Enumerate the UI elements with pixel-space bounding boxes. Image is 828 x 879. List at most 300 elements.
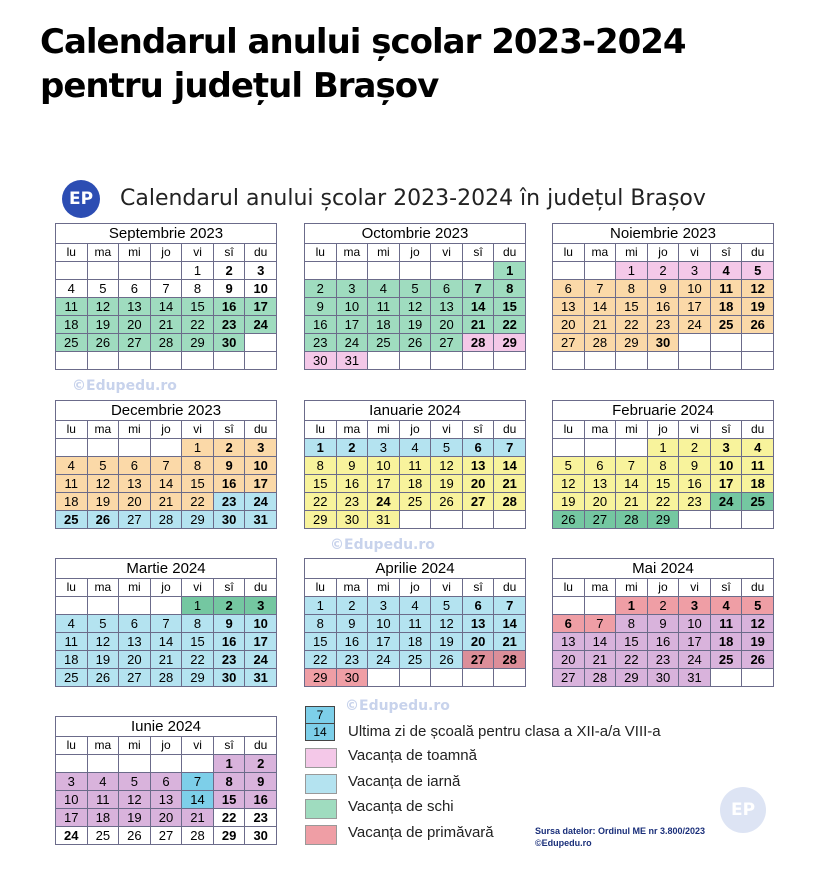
day-cell: 29: [616, 334, 648, 352]
week-row: [553, 633, 774, 651]
day-cell: 4: [87, 773, 119, 791]
day-cell: [119, 352, 151, 370]
week-row: [56, 262, 277, 280]
week-row: [56, 669, 277, 687]
day-cell: 10: [368, 615, 400, 633]
day-cell: 21: [150, 651, 182, 669]
day-cell: 6: [119, 615, 151, 633]
day-cell: 21: [150, 493, 182, 511]
weekday-header: lu: [553, 579, 585, 597]
day-cell: 31: [245, 511, 277, 529]
month-calendar: [55, 223, 277, 370]
day-cell: 23: [213, 651, 245, 669]
day-cell: 10: [245, 457, 277, 475]
week-row: [553, 669, 774, 687]
day-cell: [87, 352, 119, 370]
day-cell: 9: [213, 280, 245, 298]
day-cell: 9: [213, 457, 245, 475]
month-calendar: [304, 400, 526, 529]
week-row: [56, 511, 277, 529]
day-cell: [742, 669, 774, 687]
day-cell: 1: [616, 597, 648, 615]
week-row: [305, 298, 526, 316]
day-cell: 10: [710, 457, 742, 475]
day-cell: 3: [245, 262, 277, 280]
legend-label: Vacanța de iarnă: [348, 773, 461, 790]
day-cell: 28: [494, 493, 526, 511]
weekday-header: lu: [305, 579, 337, 597]
source-note: [535, 825, 705, 849]
day-cell: [56, 439, 88, 457]
week-row: [56, 457, 277, 475]
day-cell: 24: [679, 651, 711, 669]
day-cell: 4: [710, 262, 742, 280]
day-cell: 13: [119, 633, 151, 651]
weekday-header: lu: [553, 421, 585, 439]
day-cell: 13: [431, 298, 463, 316]
legend-last-day-number: 14: [306, 723, 334, 740]
page-title: [40, 20, 800, 108]
weekday-header: vi: [431, 244, 463, 262]
day-cell: 15: [494, 298, 526, 316]
day-cell: 11: [56, 633, 88, 651]
day-cell: [119, 439, 151, 457]
day-cell: 7: [584, 280, 616, 298]
week-row: [553, 493, 774, 511]
day-cell: 3: [56, 773, 88, 791]
weekday-header: sî: [710, 244, 742, 262]
day-cell: [150, 755, 182, 773]
week-row: [553, 298, 774, 316]
day-cell: 1: [494, 262, 526, 280]
weekday-header: ma: [87, 244, 119, 262]
day-cell: 23: [336, 493, 368, 511]
day-cell: 29: [213, 827, 245, 845]
day-cell: 19: [399, 316, 431, 334]
day-cell: 25: [56, 334, 88, 352]
weekday-header: jo: [150, 244, 182, 262]
legend-swatch: [305, 825, 337, 845]
month-calendar: [552, 558, 774, 687]
page-title-line-1: Calendarul anului școlar 2023-2024: [40, 22, 686, 62]
day-cell: 3: [679, 262, 711, 280]
week-row: [305, 439, 526, 457]
day-cell: 19: [431, 633, 463, 651]
edupedu-logo: EP: [62, 180, 100, 218]
month-title: Aprilie 2024: [305, 559, 526, 579]
day-cell: [119, 755, 151, 773]
day-cell: 4: [56, 457, 88, 475]
week-row: [305, 262, 526, 280]
day-cell: 8: [213, 773, 245, 791]
day-cell: 24: [368, 651, 400, 669]
week-row: [56, 615, 277, 633]
weekday-header: jo: [647, 244, 679, 262]
day-cell: 12: [431, 457, 463, 475]
day-cell: 5: [431, 597, 463, 615]
day-cell: 3: [679, 597, 711, 615]
weekday-header: jo: [150, 421, 182, 439]
day-cell: [431, 511, 463, 529]
day-cell: 13: [119, 298, 151, 316]
day-cell: 15: [305, 633, 337, 651]
day-cell: [494, 352, 526, 370]
day-cell: 27: [553, 334, 585, 352]
day-cell: 1: [647, 439, 679, 457]
day-cell: 9: [213, 615, 245, 633]
day-cell: 27: [584, 511, 616, 529]
day-cell: 9: [305, 298, 337, 316]
day-cell: 16: [305, 316, 337, 334]
weekday-header: ma: [87, 579, 119, 597]
day-cell: 15: [182, 475, 214, 493]
day-cell: 29: [305, 511, 337, 529]
weekday-header: jo: [399, 421, 431, 439]
month-calendar: [552, 223, 774, 370]
day-cell: 5: [742, 262, 774, 280]
day-cell: [336, 262, 368, 280]
day-cell: 19: [431, 475, 463, 493]
month-calendar: [55, 558, 277, 687]
day-cell: [553, 352, 585, 370]
day-cell: 5: [87, 615, 119, 633]
day-cell: 1: [182, 262, 214, 280]
day-cell: 4: [56, 280, 88, 298]
day-cell: [56, 352, 88, 370]
day-cell: 10: [679, 280, 711, 298]
day-cell: [368, 262, 400, 280]
day-cell: 11: [368, 298, 400, 316]
day-cell: 13: [462, 615, 494, 633]
day-cell: 2: [679, 439, 711, 457]
day-cell: 8: [305, 457, 337, 475]
legend-label: Vacanța de primăvară: [348, 824, 494, 841]
day-cell: [679, 352, 711, 370]
day-cell: [679, 334, 711, 352]
month-calendar: [552, 400, 774, 529]
weekday-header: lu: [56, 579, 88, 597]
weekday-header: vi: [431, 579, 463, 597]
day-cell: 2: [336, 439, 368, 457]
source-copyright: ©Edupedu.ro: [535, 838, 592, 848]
day-cell: 10: [245, 615, 277, 633]
day-cell: 18: [368, 316, 400, 334]
day-cell: 26: [553, 511, 585, 529]
day-cell: 20: [119, 651, 151, 669]
day-cell: 15: [616, 298, 648, 316]
month-calendar: [55, 400, 277, 529]
day-cell: 19: [742, 633, 774, 651]
day-cell: 27: [462, 651, 494, 669]
day-cell: 4: [56, 615, 88, 633]
weekday-header: mi: [616, 244, 648, 262]
week-row: [305, 633, 526, 651]
weekday-header: du: [245, 737, 277, 755]
day-cell: 24: [245, 651, 277, 669]
day-cell: [742, 334, 774, 352]
day-cell: 26: [431, 493, 463, 511]
day-cell: 16: [336, 475, 368, 493]
day-cell: 6: [150, 773, 182, 791]
day-cell: 19: [87, 316, 119, 334]
weekday-header: sî: [213, 244, 245, 262]
week-row: [553, 457, 774, 475]
weekday-header: du: [494, 421, 526, 439]
day-cell: 12: [742, 280, 774, 298]
day-cell: [399, 262, 431, 280]
day-cell: 30: [647, 669, 679, 687]
day-cell: 20: [584, 493, 616, 511]
weekday-header: du: [742, 244, 774, 262]
month-calendar: [304, 558, 526, 687]
watermark: ©Edupedu.ro: [345, 698, 450, 714]
day-cell: 5: [87, 457, 119, 475]
day-cell: 12: [87, 475, 119, 493]
day-cell: 11: [56, 475, 88, 493]
weekday-header: mi: [119, 579, 151, 597]
day-cell: 5: [399, 280, 431, 298]
day-cell: 24: [245, 493, 277, 511]
day-cell: 6: [119, 280, 151, 298]
weekday-header: du: [245, 244, 277, 262]
day-cell: [87, 439, 119, 457]
week-row: [305, 511, 526, 529]
day-cell: 1: [305, 439, 337, 457]
weekday-header: vi: [182, 737, 214, 755]
day-cell: 28: [462, 334, 494, 352]
legend-label: Vacanța de toamnă: [348, 747, 477, 764]
weekday-header: sî: [462, 579, 494, 597]
weekday-header: vi: [679, 421, 711, 439]
week-row: [553, 651, 774, 669]
day-cell: 18: [399, 475, 431, 493]
day-cell: 22: [213, 809, 245, 827]
week-row: [56, 280, 277, 298]
day-cell: 22: [647, 493, 679, 511]
day-cell: 21: [150, 316, 182, 334]
weekday-header: vi: [679, 579, 711, 597]
day-cell: 25: [56, 669, 88, 687]
day-cell: 18: [56, 651, 88, 669]
day-cell: 7: [182, 773, 214, 791]
calendar-subtitle: Calendarul anului școlar 2023-2024 în județul Brașov: [120, 186, 706, 211]
day-cell: 2: [213, 439, 245, 457]
day-cell: [399, 352, 431, 370]
week-row: [56, 597, 277, 615]
day-cell: 30: [305, 352, 337, 370]
day-cell: 15: [182, 298, 214, 316]
weekday-header: vi: [182, 579, 214, 597]
day-cell: 6: [584, 457, 616, 475]
week-row: [56, 755, 277, 773]
day-cell: 14: [150, 475, 182, 493]
day-cell: 18: [710, 298, 742, 316]
day-cell: 21: [494, 633, 526, 651]
legend-swatch: [305, 748, 337, 768]
day-cell: 21: [462, 316, 494, 334]
day-cell: 20: [553, 316, 585, 334]
day-cell: [399, 669, 431, 687]
day-cell: 18: [710, 633, 742, 651]
day-cell: 30: [245, 827, 277, 845]
week-row: [553, 475, 774, 493]
weekday-header: sî: [710, 579, 742, 597]
day-cell: 18: [87, 809, 119, 827]
day-cell: 23: [245, 809, 277, 827]
day-cell: 31: [245, 669, 277, 687]
watermark: ©Edupedu.ro: [330, 537, 435, 553]
day-cell: 17: [336, 316, 368, 334]
day-cell: 21: [494, 475, 526, 493]
day-cell: [150, 439, 182, 457]
weekday-header: jo: [150, 579, 182, 597]
day-cell: 28: [584, 669, 616, 687]
day-cell: [616, 439, 648, 457]
day-cell: 13: [462, 457, 494, 475]
weekday-header: ma: [336, 579, 368, 597]
day-cell: 30: [213, 669, 245, 687]
day-cell: 3: [710, 439, 742, 457]
day-cell: 29: [647, 511, 679, 529]
week-row: [553, 334, 774, 352]
day-cell: [462, 511, 494, 529]
source-line: Sursa datelor: Ordinul ME nr 3.800/2023: [535, 826, 706, 836]
day-cell: 8: [182, 615, 214, 633]
day-cell: 4: [742, 439, 774, 457]
day-cell: [182, 352, 214, 370]
day-cell: [87, 755, 119, 773]
day-cell: [710, 511, 742, 529]
week-row: [56, 298, 277, 316]
day-cell: 10: [245, 280, 277, 298]
day-cell: 28: [584, 334, 616, 352]
day-cell: 23: [305, 334, 337, 352]
day-cell: 16: [213, 475, 245, 493]
day-cell: 17: [679, 633, 711, 651]
day-cell: 3: [368, 597, 400, 615]
day-cell: 16: [213, 633, 245, 651]
day-cell: 13: [150, 791, 182, 809]
weekday-header: ma: [336, 421, 368, 439]
week-row: [56, 633, 277, 651]
day-cell: 25: [87, 827, 119, 845]
week-row: [553, 597, 774, 615]
day-cell: [305, 262, 337, 280]
day-cell: 2: [213, 262, 245, 280]
week-row: [56, 809, 277, 827]
day-cell: 22: [182, 493, 214, 511]
day-cell: 24: [710, 493, 742, 511]
day-cell: 16: [679, 475, 711, 493]
day-cell: 27: [119, 669, 151, 687]
day-cell: 17: [368, 475, 400, 493]
legend-last-day-number: 7: [306, 707, 334, 723]
day-cell: 12: [119, 791, 151, 809]
day-cell: 9: [336, 457, 368, 475]
weekday-header: mi: [368, 421, 400, 439]
day-cell: 12: [742, 615, 774, 633]
day-cell: 17: [245, 298, 277, 316]
weekday-header: mi: [119, 421, 151, 439]
week-row: [56, 334, 277, 352]
day-cell: 21: [584, 651, 616, 669]
day-cell: 8: [182, 280, 214, 298]
day-cell: [584, 262, 616, 280]
day-cell: 6: [553, 615, 585, 633]
weekday-header: lu: [305, 244, 337, 262]
week-row: [56, 493, 277, 511]
week-row: [305, 457, 526, 475]
weekday-header: lu: [56, 244, 88, 262]
day-cell: 21: [584, 316, 616, 334]
day-cell: 22: [182, 651, 214, 669]
week-row: [56, 352, 277, 370]
day-cell: 25: [399, 651, 431, 669]
day-cell: 7: [494, 597, 526, 615]
day-cell: 29: [182, 669, 214, 687]
day-cell: 9: [245, 773, 277, 791]
month-title: Ianuarie 2024: [305, 401, 526, 421]
day-cell: [584, 597, 616, 615]
weekday-header: jo: [399, 244, 431, 262]
day-cell: 18: [56, 316, 88, 334]
day-cell: 6: [553, 280, 585, 298]
day-cell: 4: [368, 280, 400, 298]
day-cell: 22: [305, 651, 337, 669]
day-cell: [710, 334, 742, 352]
week-row: [56, 439, 277, 457]
legend-label: Vacanța de schi: [348, 798, 454, 815]
day-cell: [56, 262, 88, 280]
weekday-header: vi: [431, 421, 463, 439]
day-cell: 20: [119, 316, 151, 334]
day-cell: 29: [494, 334, 526, 352]
day-cell: 9: [647, 615, 679, 633]
day-cell: 31: [679, 669, 711, 687]
weekday-header: mi: [368, 579, 400, 597]
day-cell: 28: [150, 334, 182, 352]
day-cell: 17: [56, 809, 88, 827]
weekday-header: vi: [182, 244, 214, 262]
week-row: [553, 280, 774, 298]
weekday-header: ma: [584, 579, 616, 597]
week-row: [305, 651, 526, 669]
day-cell: 16: [213, 298, 245, 316]
day-cell: 6: [462, 597, 494, 615]
day-cell: 29: [182, 334, 214, 352]
day-cell: 24: [245, 316, 277, 334]
day-cell: 19: [87, 493, 119, 511]
day-cell: 10: [368, 457, 400, 475]
day-cell: 31: [368, 511, 400, 529]
day-cell: 15: [182, 633, 214, 651]
month-title: Iunie 2024: [56, 717, 277, 737]
day-cell: 14: [182, 791, 214, 809]
day-cell: 18: [56, 493, 88, 511]
day-cell: [553, 597, 585, 615]
month-title: Octombrie 2023: [305, 224, 526, 244]
day-cell: [494, 511, 526, 529]
week-row: [305, 493, 526, 511]
weekday-header: ma: [87, 737, 119, 755]
month-title: Decembrie 2023: [56, 401, 277, 421]
day-cell: 15: [213, 791, 245, 809]
day-cell: 14: [494, 615, 526, 633]
day-cell: 6: [119, 457, 151, 475]
day-cell: [119, 262, 151, 280]
day-cell: 5: [119, 773, 151, 791]
day-cell: 26: [742, 651, 774, 669]
